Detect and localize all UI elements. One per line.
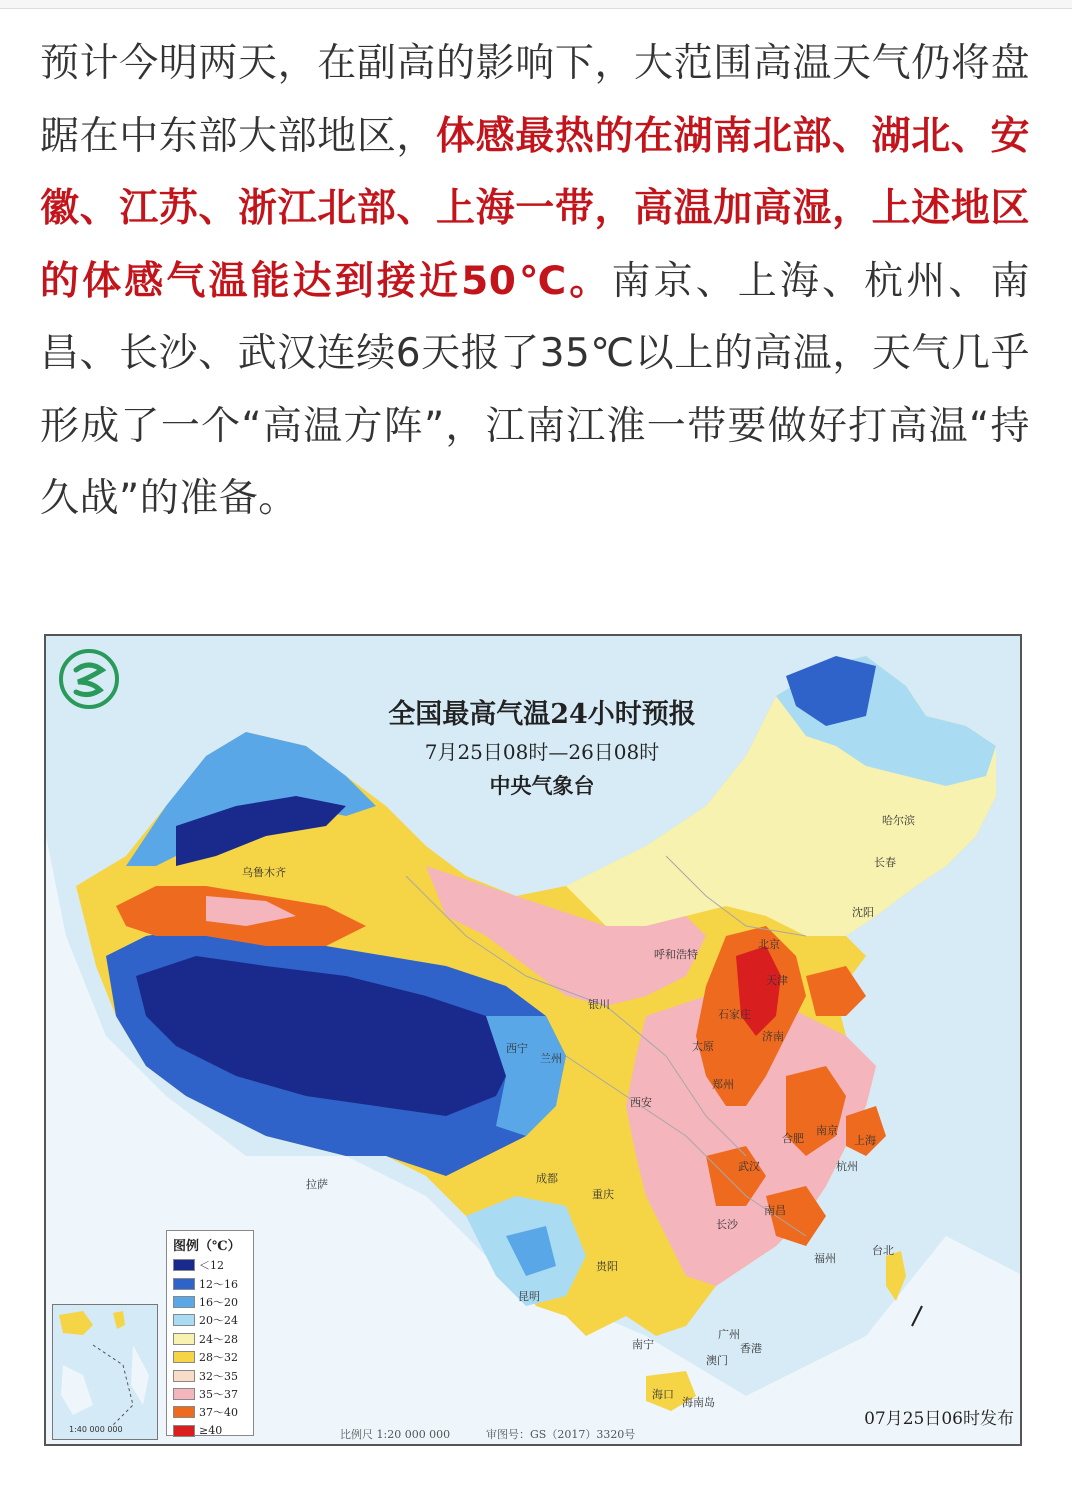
city-label: 合肥 [782, 1132, 804, 1145]
city-label: 海南岛 [682, 1396, 715, 1409]
legend-label: 20～24 [199, 1314, 238, 1328]
map-scale: 比例尺 1:20 000 000 [340, 1428, 451, 1441]
city-label: 沈阳 [852, 906, 874, 919]
city-label: 西宁 [506, 1042, 528, 1055]
legend-label: 16～20 [199, 1295, 238, 1309]
inset-scale: 1:40 000 000 [69, 1425, 123, 1434]
legend-swatch [173, 1278, 195, 1290]
legend-swatch [173, 1259, 195, 1271]
legend-label: ≥40 [199, 1424, 223, 1438]
issue-time: 07月25日06时发布 [864, 1409, 1014, 1429]
legend-label: 12～16 [199, 1277, 238, 1291]
temperature-map [44, 634, 1022, 1446]
legend-label: 35～37 [199, 1387, 238, 1401]
legend-label: ＜12 [199, 1259, 224, 1273]
legend-item [173, 1311, 247, 1329]
legend-item [173, 1403, 247, 1421]
map-review-number: 审图号：GS（2017）3320号 [486, 1428, 636, 1441]
map-title: 全国最高气温24小时预报 [388, 699, 696, 730]
legend-label: 37～40 [199, 1406, 238, 1420]
city-label: 郑州 [712, 1078, 734, 1091]
legend-swatch [173, 1370, 195, 1382]
city-label: 拉萨 [306, 1178, 328, 1191]
legend-swatch [173, 1406, 195, 1418]
legend-item [173, 1274, 247, 1292]
top-bar [0, 0, 1072, 9]
legend-item [173, 1348, 247, 1366]
map-organization: 中央气象台 [489, 773, 595, 798]
city-label: 长春 [874, 856, 896, 869]
article-text [40, 28, 1030, 536]
city-label: 济南 [762, 1030, 784, 1043]
legend-title: 图例（℃） [173, 1239, 241, 1254]
city-label: 天津 [766, 974, 788, 987]
article-highlight: 体感最热的在湖南北部、湖北、安徽、江苏、浙江北部、上海一带，高温加高湿，上述地区的体感气温能达到接近50℃。 [40, 113, 1030, 304]
legend-swatch [173, 1314, 195, 1326]
city-label: 兰州 [540, 1052, 562, 1065]
legend-label: 32～35 [199, 1369, 238, 1383]
city-label: 哈尔滨 [882, 814, 915, 827]
city-label: 海口 [652, 1388, 674, 1401]
city-label: 贵阳 [596, 1260, 618, 1273]
legend-swatch [173, 1425, 195, 1437]
city-label: 澳门 [706, 1354, 728, 1367]
legend-swatch [173, 1333, 195, 1345]
city-label: 长沙 [716, 1218, 738, 1231]
city-label: 昆明 [518, 1290, 540, 1303]
legend-label: 24～28 [199, 1332, 238, 1346]
city-label: 呼和浩特 [654, 948, 698, 961]
south-china-sea-inset [52, 1304, 158, 1440]
legend-swatch [173, 1388, 195, 1400]
legend-label: 28～32 [199, 1351, 238, 1365]
article-part1: 预计今明两天，在副高的影响下，大范围高温天气仍将盘踞在中东部大部地区， [40, 41, 1030, 159]
city-label: 台北 [872, 1244, 894, 1257]
article-part2: 南京、上海、杭州、南昌、长沙、武汉连续6天报了35℃以上的高温，天气几乎形成了一个“高温方阵”，江南江淮一带要做好打高温“持久战”的准备。 [40, 258, 1030, 521]
city-label: 香港 [740, 1342, 762, 1355]
legend-swatch [173, 1351, 195, 1363]
city-label: 北京 [758, 938, 780, 951]
city-label: 广州 [718, 1328, 740, 1341]
city-label: 福州 [814, 1252, 836, 1265]
cma-logo-icon [58, 648, 120, 710]
city-label: 上海 [854, 1134, 876, 1147]
legend-item [173, 1422, 247, 1440]
map-legend [166, 1230, 254, 1436]
city-label: 成都 [536, 1172, 558, 1185]
map-subtitle: 7月25日08时—26日08时 [424, 740, 660, 764]
city-label: 南昌 [764, 1204, 786, 1217]
legend-item [173, 1366, 247, 1384]
city-label: 武汉 [738, 1160, 760, 1173]
city-label: 太原 [692, 1040, 714, 1053]
city-label: 重庆 [592, 1188, 614, 1201]
city-label: 西安 [630, 1096, 652, 1109]
city-label: 乌鲁木齐 [242, 866, 286, 879]
city-label: 银川 [588, 998, 610, 1011]
city-label: 石家庄 [718, 1008, 751, 1021]
city-label: 南京 [816, 1124, 838, 1137]
city-label: 南宁 [632, 1338, 654, 1351]
legend-item [173, 1330, 247, 1348]
city-label: 杭州 [836, 1160, 858, 1173]
legend-item [173, 1385, 247, 1403]
legend-item [173, 1293, 247, 1311]
legend-item [173, 1256, 247, 1274]
legend-swatch [173, 1296, 195, 1308]
